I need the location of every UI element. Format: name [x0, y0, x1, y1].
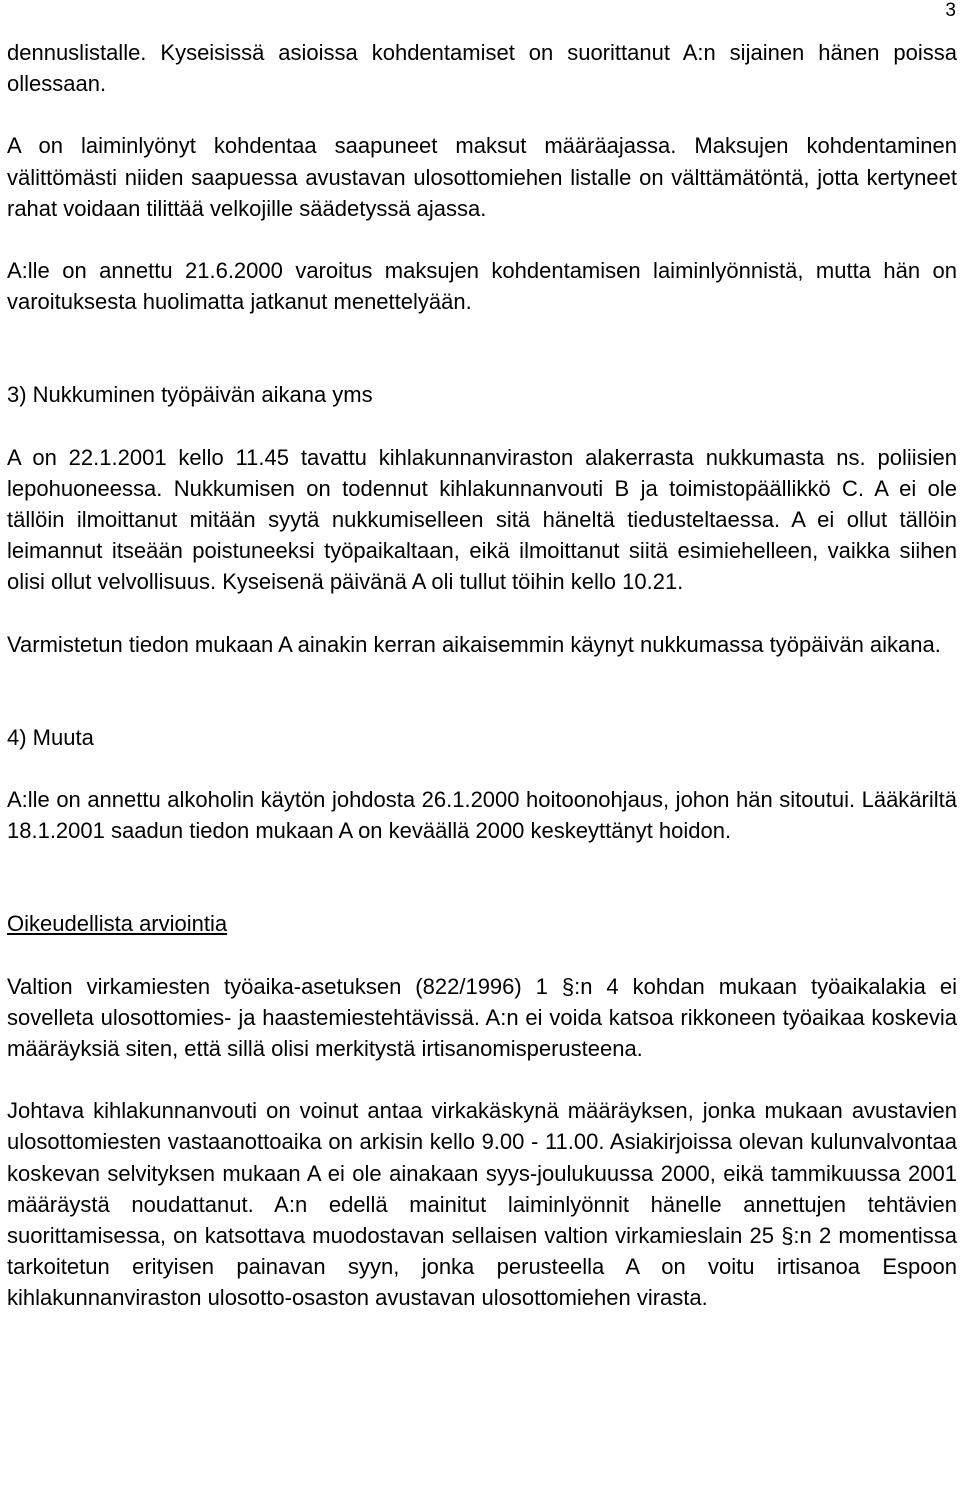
- document-body: [7, 37, 957, 1314]
- page-number: 3: [945, 0, 956, 21]
- paragraph-varoitus: A:lle on annettu 21.6.2000 varoitus maksujen kohdentamisen laiminlyönnistä, mutta hän on varoituksesta huolimatta jatkanut menettelyään.: [7, 258, 957, 315]
- paragraph-nukkuminen: A on 22.1.2001 kello 11.45 tavattu kihlakunnanviraston alakerrasta nukkumasta ns. poliisien lepohuoneessa. Nukkumisen on todennut kihlakunnanvouti B ja toimistopäällikkö C. A ei ole tällöin ilmoittanut mitään syytä nukkumiselleen sitä häneltä tiedusteltaessa. A ei ollut tällöin leimannut itseään poistuneeksi työpaikaltaan, eikä ilmoittanut siitä esimiehelleen, vaikka siihen olisi ollut velvollisuus. Kyseisenä päivänä A oli tullut töihin kello 10.21.: [7, 444, 957, 595]
- paragraph-tyoaika-asetus: Valtion virkamiesten työaika-asetuksen (822/1996) 1 §:n 4 kohdan mukaan työaikalakia ei sovelleta ulosottomies- ja haastemiestehtävissä. A:n ei voida katsoa rikkoneen työaikaa koskevia määräyksiä siten, että sillä olisi merkitystä irtisanomisperusteena.: [7, 973, 957, 1062]
- paragraph-alkoholi: A:lle on annettu alkoholin käytön johdosta 26.1.2000 hoitoonohjaus, johon hän sitoutui. Lääkäriltä 18.1.2001 saadun tiedon mukaan A on keväällä 2000 keskeyttänyt hoidon.: [7, 787, 957, 844]
- paragraph-virkakasky: Johtava kihlakunnanvouti on voinut antaa virkakäskynä määräyksen, jonka mukaan avustavien ulosottomiesten vastaanottoaika on arkisin kello 9.00 - 11.00. Asiakirjoissa olevan kulunvalvontaa koskevan selvityksen mukaan A ei ole ainakaan syys-joulukuussa 2000, eikä tammikuussa 2001 määräystä noudattanut. A:n edellä mainitut laiminlyönnit hänelle annettujen tehtävien suorittamisessa, on katsottava muodostavan sellaisen valtion virkamieslain 25 §:n 2 momentissa tarkoitetun erityisen painavan syyn, jonka perusteella A on voitu irtisanoa Espoon kihlakunnanviraston ulosotto-osaston avustavan ulosottomiehen virasta.: [7, 1098, 957, 1311]
- section-heading-oikeudellista-arviointia: Oikeudellista arviointia: [7, 911, 228, 937]
- paragraph-dennuslistalle: dennuslistalle. Kyseisissä asioissa kohdentamiset on suorittanut A:n sijainen hänen poissa ollessaan.: [7, 40, 957, 97]
- section-heading-muuta: 4) Muuta: [7, 724, 94, 750]
- section-heading-nukkuminen: 3) Nukkuminen työpäivän aikana yms: [7, 382, 373, 408]
- paragraph-varmistettu-tieto: Varmistetun tiedon mukaan A ainakin kerran aikaisemmin käynyt nukkumassa työpäivän aikana.: [7, 631, 941, 657]
- paragraph-kohdentaminen: A on laiminlyönyt kohdentaa saapuneet maksut määräajassa. Maksujen kohdentaminen välittömästi niiden saapuessa avustavan ulosottomiehen listalle on välttämätöntä, jotta kertyneet rahat voidaan tilittää velkojille säädetyssä ajassa.: [7, 133, 957, 221]
